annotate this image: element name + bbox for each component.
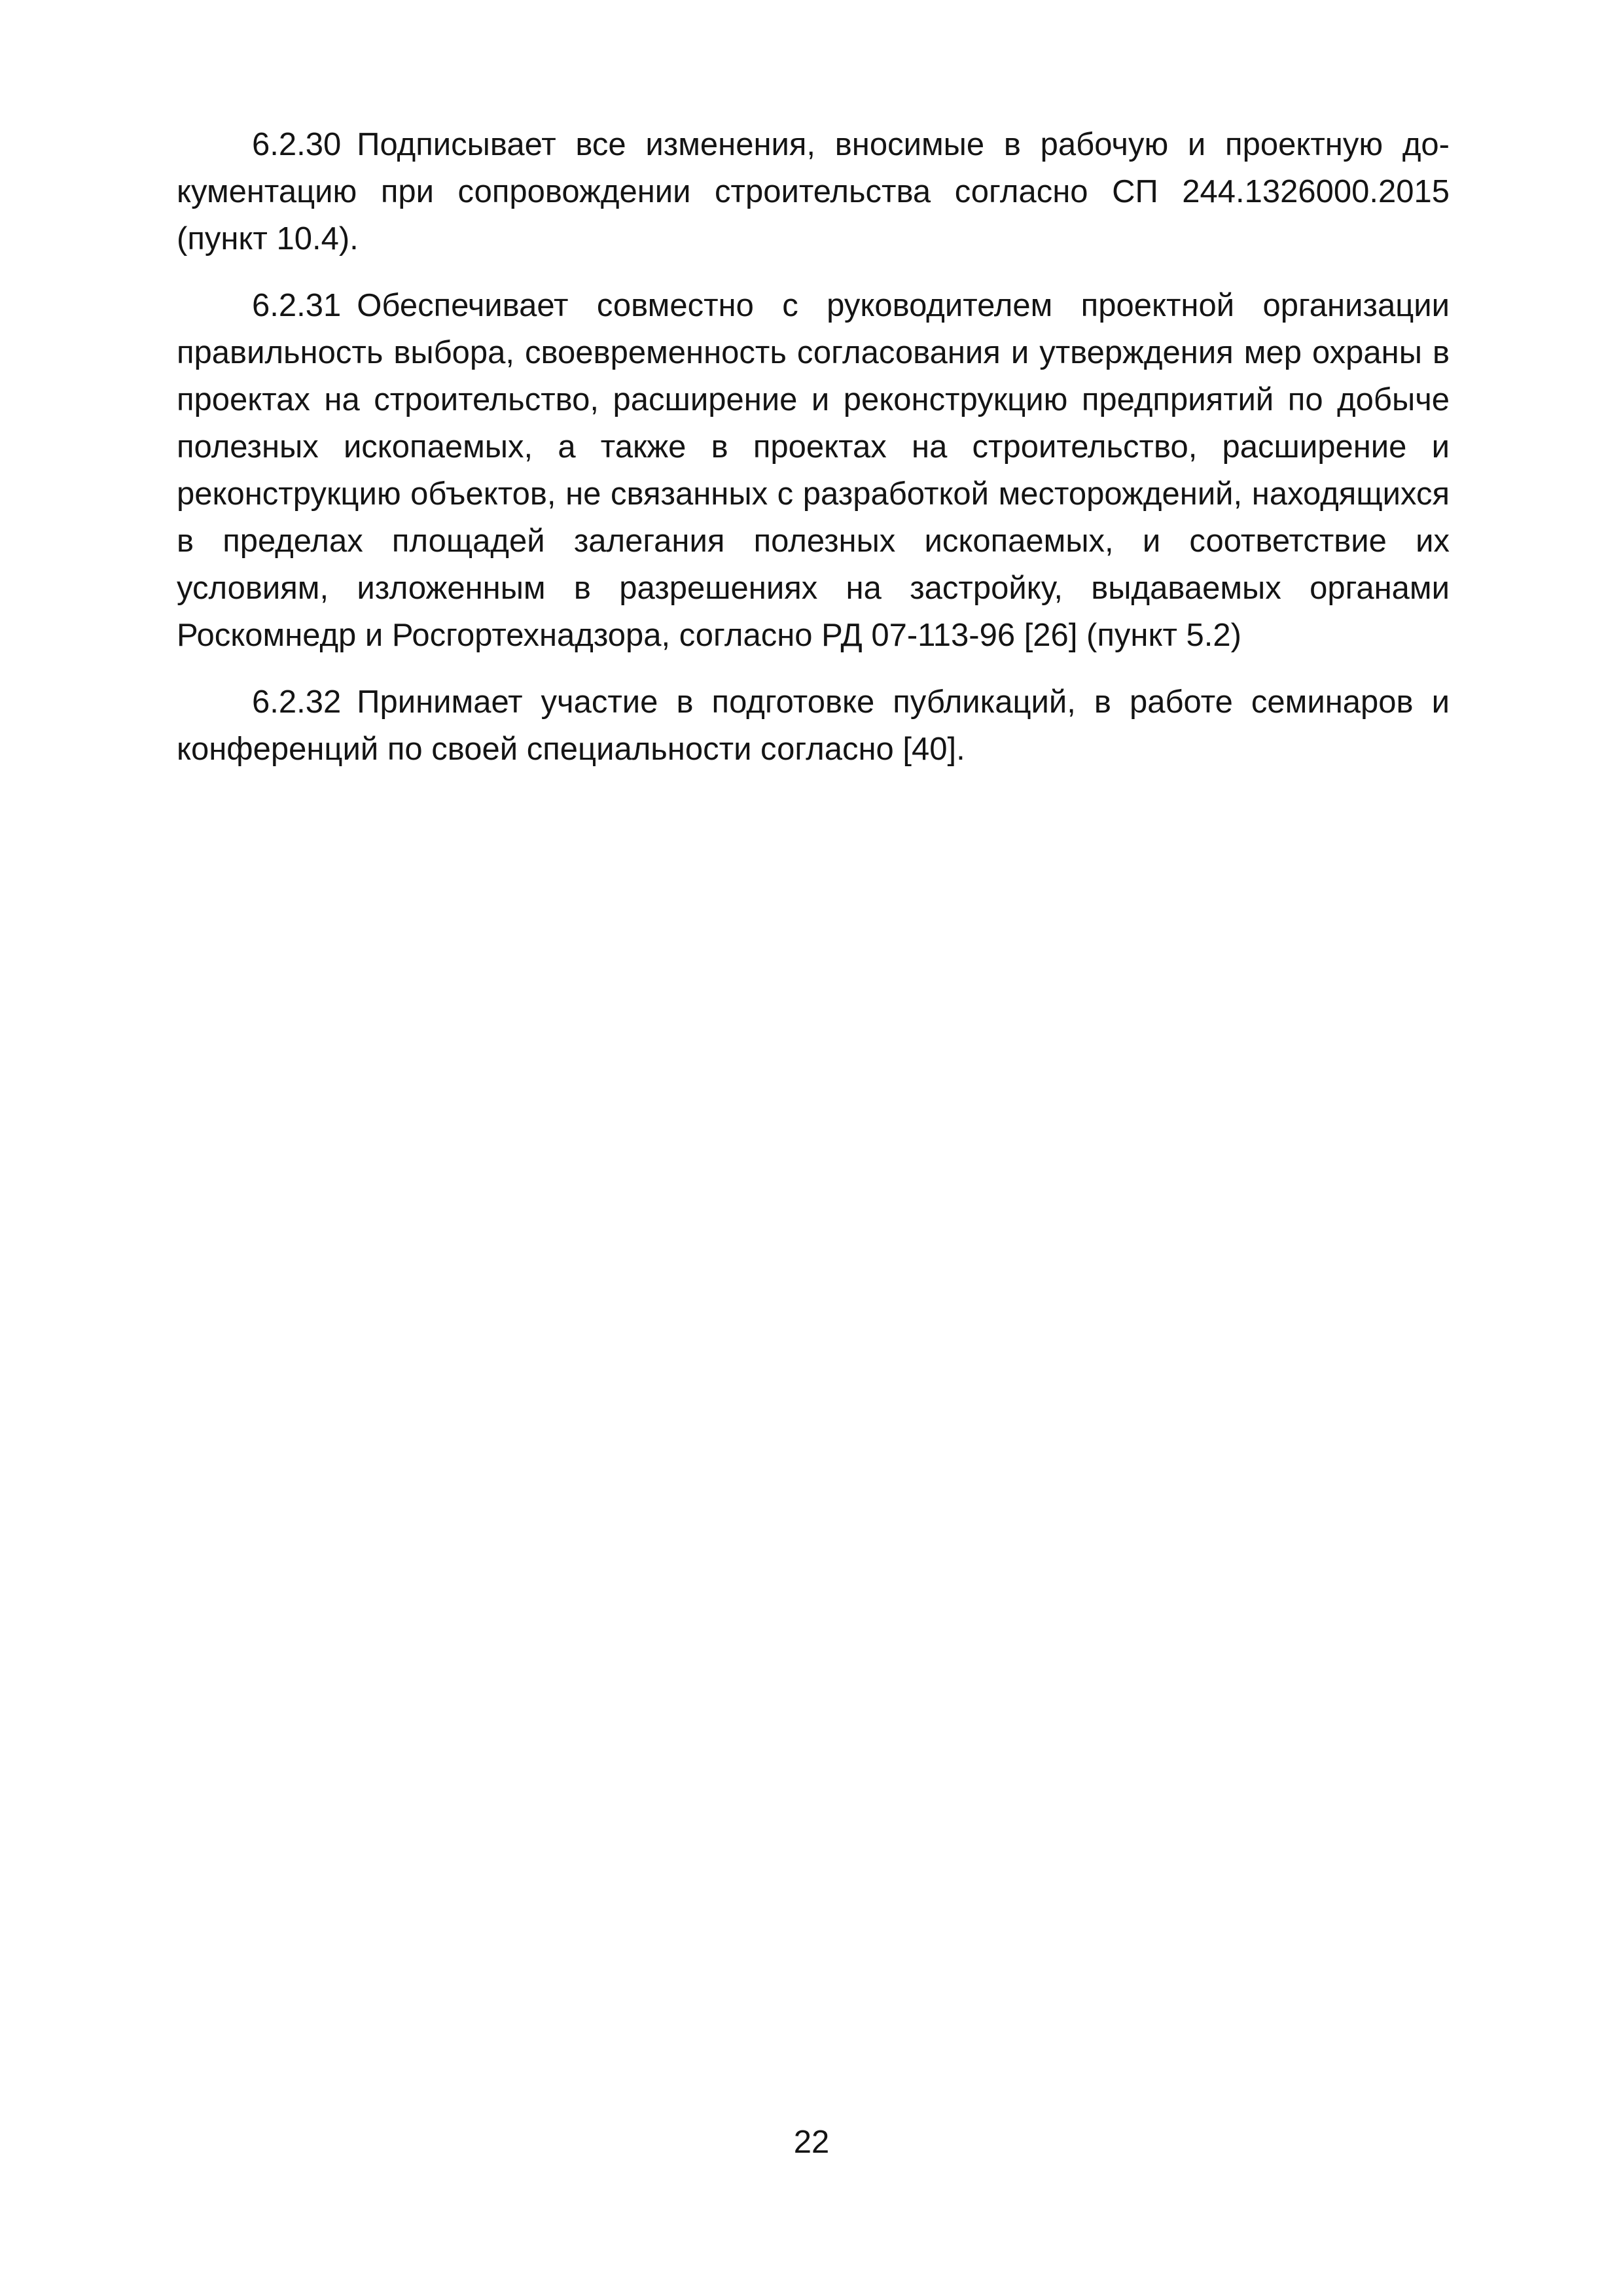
clause-number: 6.2.30 — [252, 127, 342, 162]
clause-text: Обеспечивает совместно с руководителем проектной организации правильность выбора, своевременность согласования и утверждения мер охраны в проектах на строительство, расширение и реконструкцию предприятий по добыче полезных ископаемых, а также в проектах на строительство, расширение и реконструкцию объектов, не связанных с разработкой месторождений, находящихся в пределах площадей залегания полезных ископаемых, и соответствие их условиям, изложенным в разрешениях на застройку, выдаваемых органами Роскомнедр и Росгортехнадзора, согласно РД 07-113-96 [26] (пункт 5.2) — [177, 288, 1450, 653]
paragraph-6-2-31 — [177, 282, 1450, 659]
clause-text: Принимает участие в подготовке публикаций, в работе семинаров и конференций по своей специальности согласно [40]. — [177, 684, 1450, 767]
clause-number: 6.2.31 — [252, 288, 342, 323]
page-number: 22 — [793, 2125, 830, 2160]
paragraph-6-2-30 — [177, 121, 1450, 262]
clause-number: 6.2.32 — [252, 684, 342, 720]
clause-text: Подписывает все изменения, вносимые в рабочую и проектную документацию при сопровождении строительства согласно СП 244.1326000.2015 (пункт 10.4). — [177, 127, 1450, 256]
paragraph-6-2-32 — [177, 679, 1450, 773]
document-body — [177, 121, 1450, 792]
